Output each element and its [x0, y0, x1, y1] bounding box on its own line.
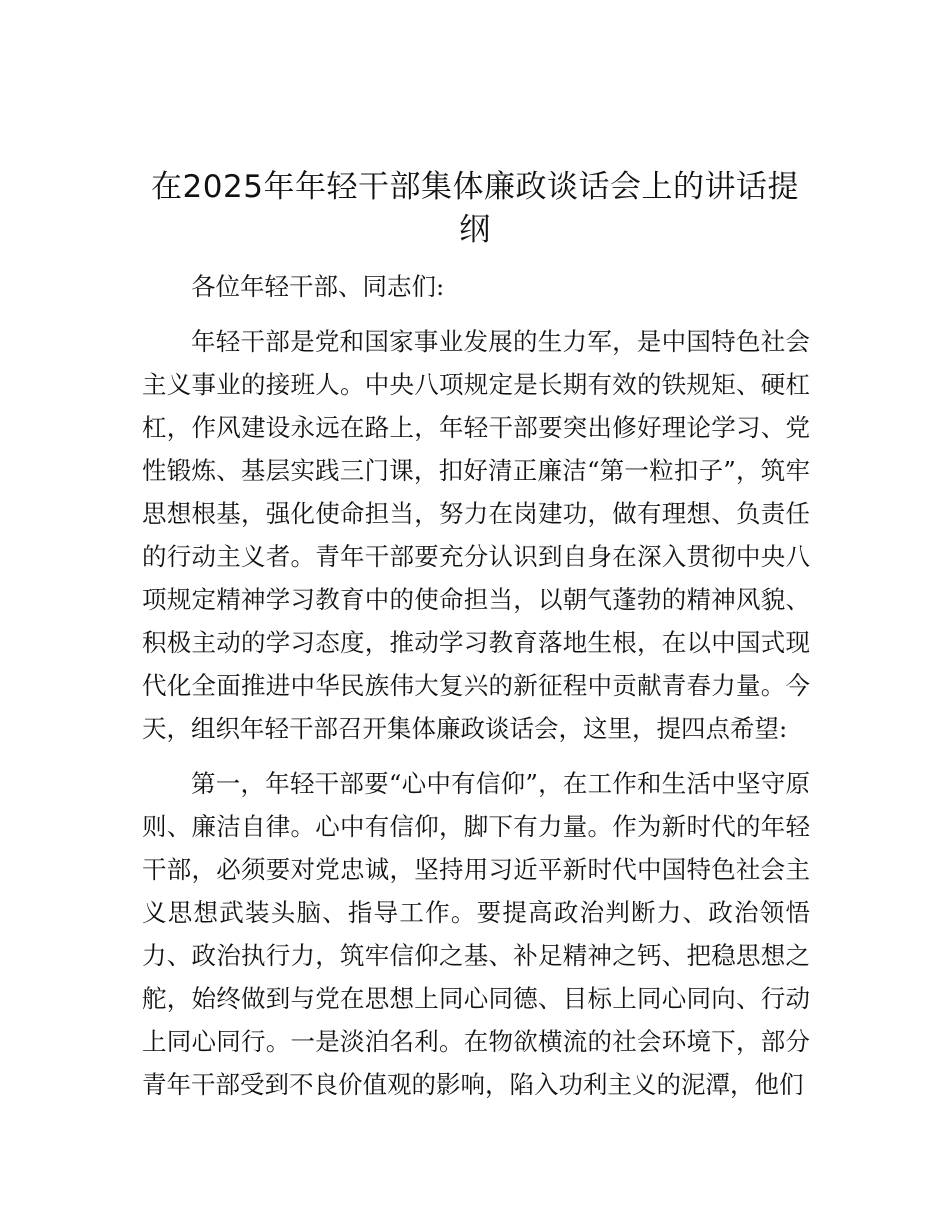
paragraph-intro: 年轻干部是党和国家事业发展的生力军，是中国特色社会主义事业的接班人。中央八项规定是长期有效的铁规矩、硬杠杠，作风建设永远在路上，年轻干部要突出修好理论学习、党性锻炼、基层实践三门课，扣好清正廉洁“第一粒扣子”，筑牢思想根基，强化使命担当，努力在岗建功，做有理想、负责任的行动主义者。青年干部要充分认识到自身在深入贯彻中央八项规定精神学习教育中的使命担当，以朝气蓬勃的精神风貌、积极主动的学习态度，推动学习教育落地生根，在以中国式现代化全面推进中华民族伟大复兴的新征程中贡献青春力量。今天，组织年轻干部召开集体廉政谈话会，这里，提四点希望: — [142, 327, 810, 743]
document-body — [142, 265, 810, 1118]
paragraph-first-point: 第一，年轻干部要“心中有信仰”，在工作和生活中坚守原则、廉洁自律。心中有信仰，脚下有力量。作为新时代的年轻干部，必须要对党忠诚，坚持用习近平新时代中国特色社会主义思想武装头脑、指导工作。要提高政治判断力、政治领悟力、政治执行力，筑牢信仰之基、补足精神之钙、把稳思想之舵，始终做到与党在思想上同心同德、目标上同心同向、行动上同心同行。一是淡泊名利。在物欲横流的社会环境下，部分青年干部受到不良价值观的影响，陷入功利主义的泥潭，他们 — [142, 769, 810, 1099]
salutation: 各位年轻干部、同志们: — [191, 272, 445, 301]
document-title: 在2025年年轻干部集体廉政谈话会上的讲话提纲 — [151, 169, 799, 248]
